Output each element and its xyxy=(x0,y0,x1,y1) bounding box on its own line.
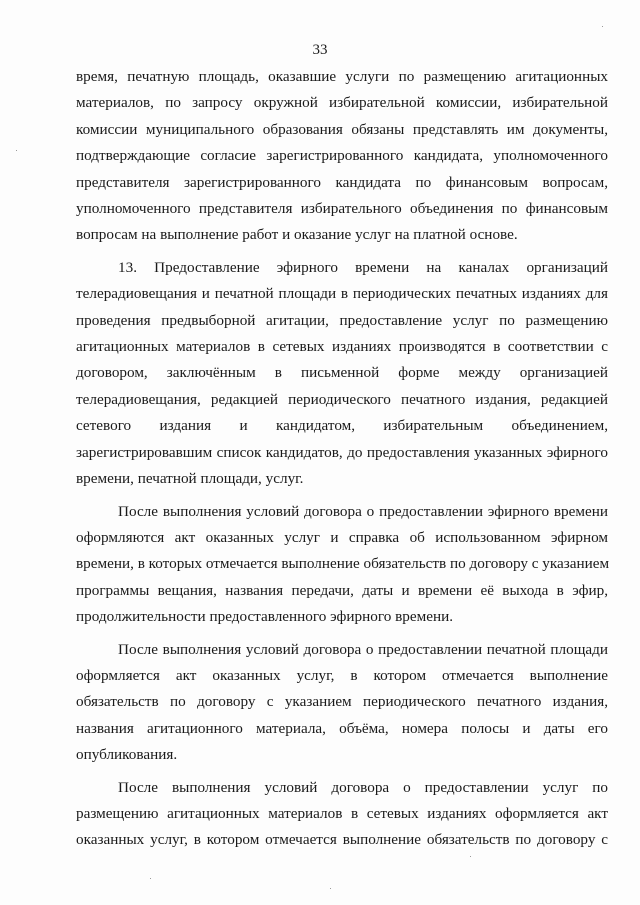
document-body xyxy=(76,64,608,854)
paragraph xyxy=(76,255,608,493)
text-line: подтверждающие согласие зарегистрированного кандидата, уполномоченного xyxy=(76,147,608,165)
text-line: названия агитационного материала, объёма, номера полосы и даты его xyxy=(76,719,608,737)
text-line: программы вещания, названия передачи, даты и времени её выхода в эфир, xyxy=(76,581,608,599)
paragraph xyxy=(76,499,608,631)
scan-speck xyxy=(16,150,17,151)
text-line: оформляется акт оказанных услуг, в котором отмечается выполнение xyxy=(76,666,608,684)
text-line: После выполнения условий договора о предоставлении услуг по xyxy=(118,778,608,796)
paragraph xyxy=(76,64,608,249)
text-line: размещению агитационных материалов в сетевых изданиях оформляется акт xyxy=(76,804,608,822)
text-line: комиссии муниципального образования обязаны представлять им документы, xyxy=(76,120,608,138)
text-line: материалов, по запросу окружной избирательной комиссии, избирательной xyxy=(76,94,608,112)
text-line: опубликования. xyxy=(76,746,178,764)
scan-speck xyxy=(330,888,331,889)
scan-speck xyxy=(150,878,151,879)
paragraph xyxy=(76,775,608,854)
text-line: агитационных материалов в сетевых изданиях производятся в соответствии с xyxy=(76,338,608,356)
text-line: телерадиовещания, редакцией периодического печатного издания, редакцией xyxy=(76,390,608,408)
text-line: продолжительности предоставленного эфирного времени. xyxy=(76,608,453,626)
text-line: После выполнения условий договора о предоставлении печатной площади xyxy=(118,640,608,658)
text-line: времени, в которых отмечается выполнение обязательств по договору с указанием xyxy=(76,555,610,573)
text-line: проведения предвыборной агитации, предоставление услуг по размещению xyxy=(76,311,608,329)
text-line: телерадиовещания и печатной площади в периодических печатных изданиях для xyxy=(76,285,608,303)
text-line: вопросам на выполнение работ и оказание услуг на платной основе. xyxy=(76,226,518,244)
text-line: время, печатную площадь, оказавшие услуги по размещению агитационных xyxy=(76,68,608,85)
text-line: обязательств по договору с указанием периодического печатного издания, xyxy=(76,693,608,711)
text-line: После выполнения условий договора о предоставлении эфирного времени xyxy=(118,502,608,520)
text-line: уполномоченного представителя избирательного объединения по финансовым xyxy=(76,200,608,218)
text-line: сетевого издания и кандидатом, избирательным объединением, xyxy=(76,417,608,435)
text-line: 13. Предоставление эфирного времени на каналах организаций xyxy=(118,258,608,276)
text-line: представителя зарегистрированного кандидата по финансовым вопросам, xyxy=(76,173,608,191)
page-number: 33 xyxy=(312,42,328,58)
text-line: договором, заключённым в письменной форме между организацией xyxy=(76,364,608,382)
text-line: времени, печатной площади, услуг. xyxy=(76,470,304,488)
text-line: оказанных услуг, в котором отмечается выполнение обязательств по договору с xyxy=(76,831,608,849)
text-line: зарегистрировавшим список кандидатов, до предоставления указанных эфирного xyxy=(76,443,608,461)
scan-speck xyxy=(470,856,471,857)
paragraph xyxy=(76,637,608,769)
scan-speck xyxy=(602,26,603,27)
text-line: оформляются акт оказанных услуг и справка об использованном эфирном xyxy=(76,528,608,546)
